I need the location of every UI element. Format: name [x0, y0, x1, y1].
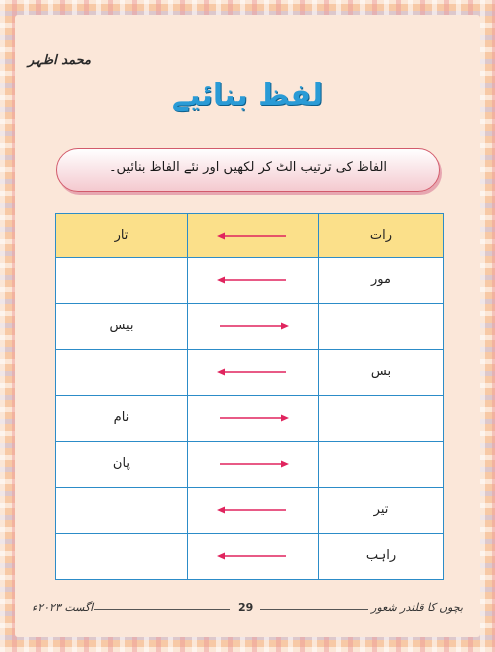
- table-cell-right[interactable]: [319, 396, 444, 442]
- table-cell-right: [319, 350, 444, 396]
- arrow-left-icon: [216, 231, 290, 241]
- table-cell-right: [319, 488, 444, 534]
- table-cell-left[interactable]: [56, 258, 188, 304]
- table-row: [56, 304, 444, 350]
- footer-rule: [94, 609, 230, 610]
- table-row: [56, 258, 444, 304]
- table-cell-left: [56, 304, 188, 350]
- table-row: [56, 488, 444, 534]
- table-cell-right: [319, 258, 444, 304]
- page-footer: [32, 598, 463, 620]
- table-row: [56, 396, 444, 442]
- table-cell-left: [56, 214, 188, 258]
- cell-word: نام: [113, 410, 130, 425]
- cell-word: تیر: [373, 502, 389, 517]
- table-cell-left: [56, 396, 188, 442]
- table-cell-left: [56, 442, 188, 488]
- table-cell-arrow: [188, 396, 319, 442]
- table-cell-right[interactable]: [319, 442, 444, 488]
- cell-word: بس: [370, 364, 392, 379]
- table-cell-right[interactable]: [319, 304, 444, 350]
- arrow-left-icon: [216, 551, 290, 561]
- table-cell-arrow: [188, 442, 319, 488]
- arrow-left-icon: [216, 367, 290, 377]
- magazine-name: بچوں کا قلندر شعور: [371, 601, 463, 614]
- arrow-right-icon: [216, 459, 290, 469]
- issue-date: اگست ۲۰۲۳ء: [32, 601, 94, 614]
- cell-word: رات: [369, 228, 393, 243]
- arrow-left-icon: [216, 275, 290, 285]
- word-table: [55, 213, 444, 580]
- table-cell-left[interactable]: [56, 350, 188, 396]
- page-title: لفظ بنائیے: [171, 78, 324, 113]
- table-cell-arrow: [188, 258, 319, 304]
- table-cell-arrow: [188, 350, 319, 396]
- table-cell-arrow: [188, 214, 319, 258]
- cell-word: مور: [371, 272, 391, 287]
- table-header-row: [56, 214, 444, 258]
- table-cell-left[interactable]: [56, 488, 188, 534]
- table-cell-right: [319, 534, 444, 580]
- table-row: [56, 350, 444, 396]
- instruction-text: الفاظ کی ترتیب الٹ کر لکھیں اور نئے الفاظ بنائیں۔: [108, 160, 388, 175]
- author-name: محمد اظہر: [28, 53, 91, 68]
- table-row: [56, 534, 444, 580]
- table-cell-right: [319, 214, 444, 258]
- page-number: 29: [238, 601, 254, 614]
- arrow-right-icon: [216, 413, 290, 423]
- table-cell-arrow: [188, 534, 319, 580]
- cell-word: پان: [112, 456, 131, 471]
- footer-rule: [260, 609, 368, 610]
- instruction-banner: [56, 148, 440, 192]
- arrow-left-icon: [216, 505, 290, 515]
- cell-word: تار: [114, 228, 129, 243]
- table-row: [56, 442, 444, 488]
- cell-word: بیس: [109, 318, 134, 333]
- table-cell-arrow: [188, 304, 319, 350]
- table-cell-arrow: [188, 488, 319, 534]
- table-cell-left[interactable]: [56, 534, 188, 580]
- cell-word: راہب: [365, 548, 397, 563]
- arrow-right-icon: [216, 321, 290, 331]
